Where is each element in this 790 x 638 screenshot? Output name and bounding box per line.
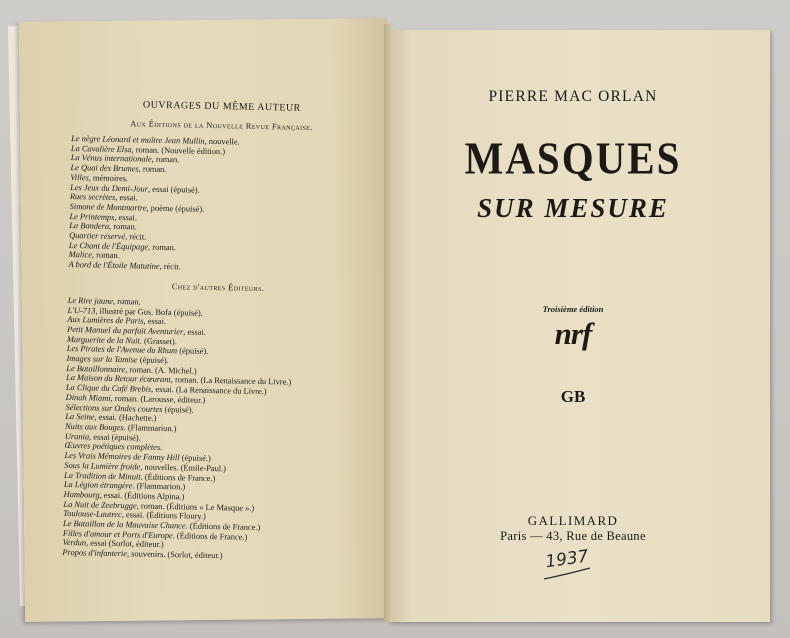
book-title: Marguerite de la Nuit [66,334,140,346]
book-details: , essai. (La Renaissance du Livre.) [151,384,267,397]
book-details: , roman. [109,222,137,232]
book-details: , nouvelle. [204,136,240,147]
book-title: La Seine [65,412,95,422]
nrf-logo: nrf [554,316,592,351]
book-details: , mémoires. [88,173,129,184]
handwritten-year [540,544,600,584]
book-title: Le nègre Léonard et maître Jean Mullin [71,133,205,146]
book-title: Villes [70,172,89,183]
book-title: Les Pirates de l'Avenue du Rhum [66,344,178,356]
book-title: Rues secrètes [69,192,116,203]
book-details: , souvenirs. (Sorlot, éditeur.) [126,549,223,561]
book-details: (épuisé.) [179,453,211,464]
book-details: (épuisé). [162,404,194,415]
publisher-monogram: GB [560,387,586,406]
svg-text:1937: 1937 [544,546,590,573]
bibliography-heading: OUVRAGES DU MÊME AUTEUR [142,99,301,114]
book-title: Quartier réservé [69,231,126,242]
publisher-address: Paris — 43, Rue de Beaune [500,529,646,543]
book-title: Le Printemps [69,211,115,222]
book-details: , essai. (Éditions Alpina.) [99,490,185,502]
book-title: Petit Manuel du parfait Aventurier [67,324,184,337]
book-title: Images sur la Tamise [66,354,138,365]
book-details: , essai (épuisé). [147,184,200,195]
book-title: Le Rire jaune [67,295,114,306]
book-title: Les Vrais Mémoires de Fanny Hill [64,451,180,463]
book-title: Simone de Montmartre [69,201,147,213]
book-details: , illustré par Gus. Bofa (épuisé). [95,306,203,318]
book-title: L'U-713 [67,305,96,316]
book-details: , essai (épuisé). [89,432,141,443]
book-details: , essai. [114,212,138,223]
book-title: Filles d'amour et Ports d'Europe [62,528,173,540]
book-details: , nouvelles. (Émile-Paul.) [140,462,227,474]
book-details: , roman. (Éditions « Le Masque ».) [136,501,255,513]
nrf-book-list [68,134,371,276]
book-details: , essai. [183,327,206,337]
bibliography [62,98,372,564]
book-details: . (Flammarion.) [132,481,186,492]
title-page [388,30,770,622]
book-title: La Maison du Retour écœurant [66,373,171,385]
book-title: La Clique du Café Brebis [65,383,152,394]
book-details: , roman. [148,242,176,252]
book-title-line2: SUR MESURE [477,193,669,223]
book-title: Nuits aux Bouges [65,421,124,433]
book-details: (épuisé). [177,346,209,357]
book-title-line1: MASQUES [464,132,682,184]
book-title: La Légion étrangère [63,480,133,491]
book-title: Œuvres poétiques complètes [64,441,161,453]
book-title: Sous la Lumière froide [64,460,141,472]
book-details: (épuisé). [137,355,169,366]
book-details: . (Éditions de France.) [172,530,248,542]
book-title: La Nuit de Zeebrugge [63,499,137,511]
book-title: Hambourg [63,489,100,500]
book-details: . (Flammarion.) [123,423,177,434]
other-book-list [62,296,367,564]
book-details: , roman. (La Renaissance du Livre.) [170,375,292,388]
book-details: , récit. [159,262,181,272]
book-title: Les Jeux du Demi-Jour [70,182,149,194]
section-nrf-title: Aux Éditions de la Nouvelle Revue Française. [130,118,313,133]
book-details: , roman. (Nouvelle édition.) [131,144,226,156]
book-details: , essai. (Éditions Floury.) [121,510,206,522]
book-details: , roman. [112,296,141,307]
book-title: Propos d'infanterie [62,548,128,559]
book-details: , poème (épuisé). [146,203,205,214]
author-name: PIERRE MAC ORLAN [488,88,658,105]
book-details: , essai. [143,316,167,327]
book-title: Le Bataillon de la Mauvaise Chance [62,518,186,531]
book-details: , roman. (Larousse, éditeur.) [110,393,206,405]
book-details: . (Éditions de France.) [140,472,216,483]
book-details: . [160,443,163,453]
book-title: La Bandera [69,221,110,232]
publisher-name: GALLIMARD [527,513,619,528]
edition-label: Troisième édition [542,304,604,314]
book-details: , roman. [138,164,167,175]
book-title: Le Bataillonnaire [66,363,126,374]
book-details: , essai. [115,193,138,203]
book-title: Malice [68,250,93,260]
book-title: La Tradition de Minuit [64,470,141,482]
book-details: , essai. (Hachette.) [94,412,157,424]
book-details: , roman. [151,155,180,165]
book-title: Aux Lumières de Paris [67,315,144,326]
book-details: . (Éditions de France.) [185,521,261,533]
book-title: Le Quai des Brumes [70,163,139,174]
book-title: Toulouse-Lautrec [63,509,122,520]
book-details: , roman. (A. Michel.) [125,364,197,376]
book-title: Sélections sur Ondes courtes [65,402,163,414]
book-title: Dinah Miami [65,392,111,403]
book-title: Le Chant de l'Équipage [68,240,149,252]
book-title: La Cavalière Elsa [70,143,132,154]
book-title: Urania [64,431,90,442]
book-title: La Vénus internationale [70,153,152,165]
book-details: . (Grasset). [139,336,177,346]
book-title: Verdun [62,538,87,548]
book-details: , récit. [125,232,147,242]
book-details: , essai (Sorlot, éditeur.) [86,538,164,550]
section-other-title: Chez d'autres Éditeurs. [171,280,265,293]
book-title: A bord de l'Étoile Matutine [68,260,160,272]
book-details: , roman. [91,250,120,261]
